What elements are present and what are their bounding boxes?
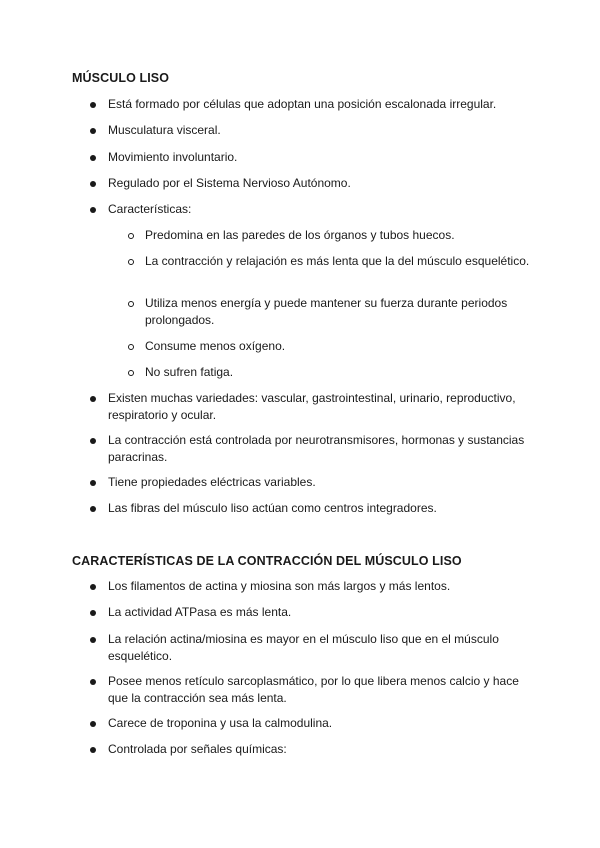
bullet-circle-icon — [128, 259, 134, 265]
bullet-disc-icon — [90, 102, 96, 108]
sub-list-item-text: No sufren fatiga. — [145, 365, 234, 379]
list-item-text: Controlada por señales químicas: — [108, 742, 287, 756]
list-item-text: La contracción está controlada por neurotransmisores, hormonas y sustancias paracrinas. — [108, 433, 525, 464]
bullet-disc-icon — [90, 128, 96, 134]
list-item-text: Carece de troponina y usa la calmodulina. — [108, 716, 333, 730]
section-heading-contraccion: CARACTERÍSTICAS DE LA CONTRACCIÓN DEL MÚSCULO LISO — [72, 554, 462, 568]
list-item-text: Las fibras del músculo liso actúan como centros integradores. — [108, 501, 437, 515]
list-item-text: Los filamentos de actina y miosina son más largos y más lentos. — [108, 579, 451, 593]
bullet-disc-icon — [90, 610, 96, 616]
sub-list-item-text: Predomina en las paredes de los órganos y tubos huecos. — [145, 228, 455, 242]
bullet-circle-icon — [128, 370, 134, 376]
list-item-text: Está formado por células que adoptan una posición escalonada irregular. — [108, 97, 497, 111]
bullet-disc-icon — [90, 637, 96, 643]
sub-list-item — [145, 253, 540, 270]
list-item-text: Características: — [108, 202, 192, 216]
list-item-text: La relación actina/miosina es mayor en el músculo liso que en el músculo esquelético. — [108, 632, 499, 663]
list-item-text: Movimiento involuntario. — [108, 150, 238, 164]
bullet-disc-icon — [90, 679, 96, 685]
bullet-disc-icon — [90, 480, 96, 486]
section-heading-musculo-liso: MÚSCULO LISO — [72, 71, 170, 85]
list-item — [108, 500, 538, 517]
list-item — [108, 474, 538, 491]
sub-list-item-text: Utiliza menos energía y puede mantener su fuerza durante periodos prolongados. — [145, 296, 508, 327]
list-item-text: Tiene propiedades eléctricas variables. — [108, 475, 316, 489]
list-item — [108, 604, 538, 621]
list-item-text: Posee menos retículo sarcoplasmático, por lo que libera menos calcio y hace que la contracción sea más lenta. — [108, 674, 519, 705]
sub-list-item-text: Consume menos oxígeno. — [145, 339, 286, 353]
list-item — [108, 673, 538, 706]
list-item — [108, 175, 538, 192]
bullet-disc-icon — [90, 207, 96, 213]
sub-list-item — [145, 338, 540, 355]
list-item — [108, 390, 538, 423]
list-item-text: La actividad ATPasa es más lenta. — [108, 605, 292, 619]
bullet-disc-icon — [90, 396, 96, 402]
list-item-text: Regulado por el Sistema Nervioso Autónomo. — [108, 176, 351, 190]
list-item — [108, 122, 538, 139]
list-item — [108, 201, 538, 218]
list-item — [108, 578, 538, 595]
bullet-disc-icon — [90, 506, 96, 512]
list-item — [108, 432, 538, 465]
bullet-circle-icon — [128, 233, 134, 239]
bullet-disc-icon — [90, 155, 96, 161]
list-item — [108, 741, 538, 758]
sub-list-item — [145, 364, 540, 381]
bullet-circle-icon — [128, 301, 134, 307]
sub-list-item-text: La contracción y relajación es más lenta que la del músculo esquelético. — [145, 254, 530, 268]
sub-list-item — [145, 227, 540, 244]
bullet-disc-icon — [90, 438, 96, 444]
list-item — [108, 715, 538, 732]
bullet-circle-icon — [128, 344, 134, 350]
sub-list-item — [145, 295, 540, 328]
list-item — [108, 149, 538, 166]
bullet-disc-icon — [90, 584, 96, 590]
list-item-text: Existen muchas variedades: vascular, gastrointestinal, urinario, reproductivo, respiratorio y ocular. — [108, 391, 516, 422]
list-item-text: Musculatura visceral. — [108, 123, 221, 137]
bullet-disc-icon — [90, 721, 96, 727]
list-item — [108, 96, 538, 113]
list-item — [108, 631, 538, 664]
bullet-disc-icon — [90, 747, 96, 753]
bullet-disc-icon — [90, 181, 96, 187]
